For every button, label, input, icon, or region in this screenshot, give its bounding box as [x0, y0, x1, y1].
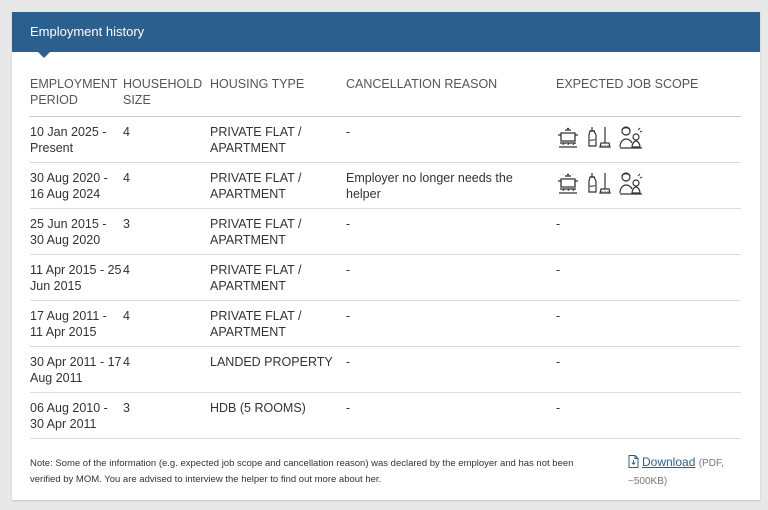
- table-row: [30, 209, 741, 255]
- period-cell: 25 Jun 2015 - 30 Aug 2020: [30, 209, 123, 255]
- disclaimer-note: Note: Some of the information (e.g. expected job scope and cancellation reason) was declared by the employer and has not been verified by MOM. You are advised to interview the helper to find out more about her.: [30, 458, 574, 485]
- household-size-cell: 4: [123, 255, 210, 301]
- table-row: [30, 117, 741, 163]
- job-scope-cell: -: [556, 301, 741, 347]
- job-scope-cell: -: [556, 255, 741, 301]
- cancellation-reason-cell: -: [346, 255, 556, 301]
- column-header-household-size: HOUSEHOLD SIZE: [123, 76, 210, 117]
- period-cell: 06 Aug 2010 - 30 Apr 2011: [30, 393, 123, 439]
- table-row: [30, 255, 741, 301]
- table-header-row: [30, 76, 741, 117]
- table-row: [30, 393, 741, 439]
- cleaning-icon: [586, 125, 612, 149]
- pdf-file-icon: [628, 455, 639, 472]
- child-care-icon: [618, 171, 644, 195]
- cooking-pot-icon: [556, 125, 580, 149]
- housing-type-cell: PRIVATE FLAT / APARTMENT: [210, 255, 346, 301]
- table-row: [30, 301, 741, 347]
- table-row: [30, 347, 741, 393]
- download-link[interactable]: Download: [642, 455, 696, 469]
- cancellation-reason-cell: Employer no longer needs the helper: [346, 163, 556, 209]
- cleaning-icon: [586, 171, 612, 195]
- housing-type-cell: PRIVATE FLAT / APARTMENT: [210, 301, 346, 347]
- period-cell: 30 Aug 2020 - 16 Aug 2024: [30, 163, 123, 209]
- cancellation-reason-cell: -: [346, 209, 556, 255]
- employment-history-table: [30, 76, 741, 439]
- job-scope-icons: [556, 170, 741, 195]
- job-scope-cell: [556, 163, 741, 209]
- period-cell: 11 Apr 2015 - 25 Jun 2015: [30, 255, 123, 301]
- job-scope-icons: [556, 124, 741, 149]
- household-size-cell: 3: [123, 393, 210, 439]
- cancellation-reason-cell: -: [346, 347, 556, 393]
- period-cell: 17 Aug 2011 - 11 Apr 2015: [30, 301, 123, 347]
- cooking-pot-icon: [556, 171, 580, 195]
- cancellation-reason-cell: -: [346, 393, 556, 439]
- card-header: [12, 12, 760, 52]
- table-body: [30, 117, 741, 439]
- housing-type-cell: PRIVATE FLAT / APARTMENT: [210, 209, 346, 255]
- card-title: Employment history: [30, 24, 145, 39]
- household-size-cell: 4: [123, 117, 210, 163]
- housing-type-cell: PRIVATE FLAT / APARTMENT: [210, 163, 346, 209]
- job-scope-cell: -: [556, 347, 741, 393]
- column-header-period: EMPLOYMENT PERIOD: [30, 76, 123, 117]
- download-section: [628, 454, 748, 490]
- household-size-cell: 4: [123, 347, 210, 393]
- header-notch: [37, 51, 51, 58]
- column-header-cancellation-reason: CANCELLATION REASON: [346, 76, 556, 117]
- cancellation-reason-cell: -: [346, 117, 556, 163]
- cancellation-reason-cell: -: [346, 301, 556, 347]
- housing-type-cell: HDB (5 ROOMS): [210, 393, 346, 439]
- job-scope-cell: [556, 117, 741, 163]
- job-scope-cell: -: [556, 209, 741, 255]
- job-scope-cell: -: [556, 393, 741, 439]
- employment-history-card: [12, 12, 760, 500]
- household-size-cell: 4: [123, 163, 210, 209]
- period-cell: 30 Apr 2011 - 17 Aug 2011: [30, 347, 123, 393]
- column-header-housing-type: HOUSING TYPE: [210, 76, 346, 117]
- period-cell: 10 Jan 2025 - Present: [30, 117, 123, 163]
- table-row: [30, 163, 741, 209]
- column-header-job-scope: EXPECTED JOB SCOPE: [556, 76, 741, 117]
- household-size-cell: 3: [123, 209, 210, 255]
- housing-type-cell: PRIVATE FLAT / APARTMENT: [210, 117, 346, 163]
- child-care-icon: [618, 125, 644, 149]
- download-meta: (PDF, ~500KB): [628, 458, 724, 487]
- housing-type-cell: LANDED PROPERTY: [210, 347, 346, 393]
- household-size-cell: 4: [123, 301, 210, 347]
